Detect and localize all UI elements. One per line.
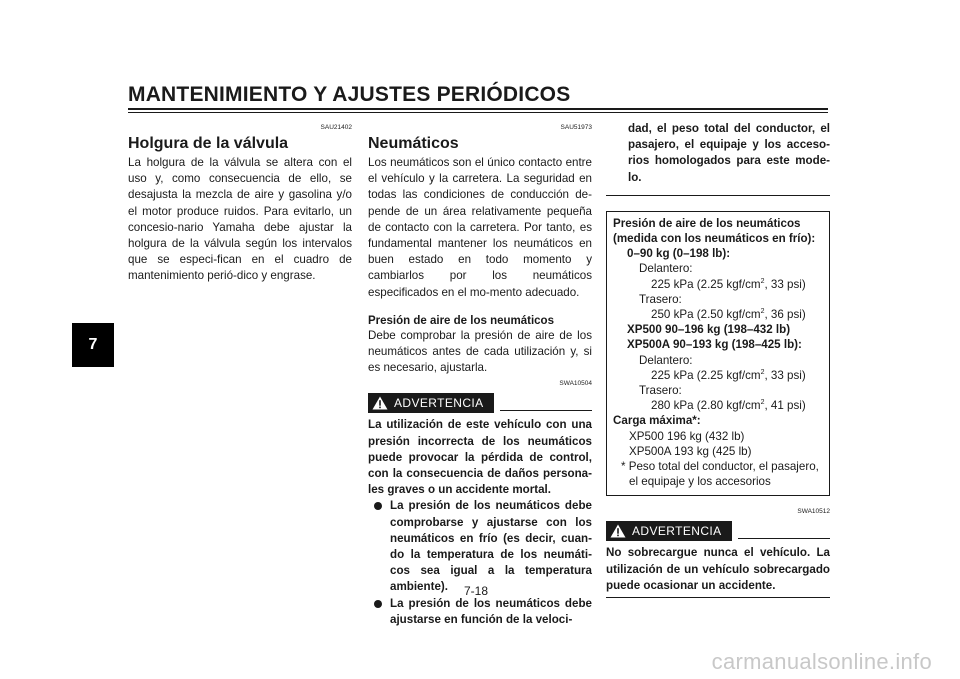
warning-header (368, 391, 592, 417)
section-heading: Holgura de la válvula (128, 135, 289, 152)
warning-rule (500, 410, 592, 411)
warning-badge (368, 393, 494, 413)
spec-rear-value (613, 398, 823, 413)
warning-text: No sobrecargue nunca el vehículo. La utilización de un vehículo sobrecargado puede ocasionar un accidente. (606, 546, 830, 592)
warning-code: SWA10512 (797, 508, 830, 516)
bullet-item (374, 596, 592, 628)
spec-footnote: * Peso total del conductor, el pasajero, (621, 460, 819, 474)
section-body: Los neumáticos son el único contacto entre el vehículo y la carretera. La seguridad en todas las condiciones de conducción de-pende de un área relativamente pequeña de contacto con la carretera. Por tanto, es fundamental mantener los neumáticos en buen estado en todo momento y cambiarlos por los neumáticos especificados en el mo-mento adecuado. (368, 156, 592, 299)
spec-rear-value (613, 307, 823, 322)
spec-load-range: XP500A 90–193 kg (198–425 lb): (627, 338, 802, 352)
column-tires (368, 124, 592, 628)
spec-title-2: (medida con los neumáticos en frío): (613, 232, 816, 246)
spec-max-load-label: Carga máxima*: (613, 414, 701, 428)
warning-header (606, 519, 830, 545)
spec-value-text: , 36 psi) (764, 308, 806, 322)
spec-front-value (613, 277, 823, 292)
spec-max-load: XP500A 193 kg (425 lb) (629, 444, 752, 458)
chapter-tab: 7 (72, 323, 114, 367)
spec-load-range: XP500 90–196 kg (198–432 lb) (627, 323, 791, 337)
spec-value-text: 225 kPa (2.25 kgf/cm (651, 368, 761, 382)
page-number: 7-18 (464, 584, 489, 598)
section-code: SAU21402 (320, 124, 352, 131)
warning-triangle-icon (372, 396, 388, 410)
column-valve-clearance (128, 124, 352, 285)
spec-value-text: , 33 psi) (764, 277, 806, 291)
section-code: SAU51973 (560, 124, 592, 131)
spec-value-sup: 2 (760, 399, 765, 407)
warning-code: SWA10504 (559, 380, 592, 388)
warning-label: ADVERTENCIA (632, 524, 722, 539)
spec-title: Presión de aire de los neumáticos (613, 216, 801, 230)
spec-front-label: Delantero: (639, 262, 693, 276)
bullet-continuation: dad, el peso total del conductor, el pasajero, el equipaje y los acceso-rios homologados para este mode-lo. (628, 122, 830, 184)
section-rule (606, 597, 830, 598)
subsection-heading: Presión de aire de los neumáticos (368, 314, 554, 327)
spec-value-text: , 33 psi) (764, 368, 806, 382)
subsection-body: Debe comprobar la presión de aire de los neumáticos antes de cada utilización y, si es necesario, ajustarla. (368, 328, 592, 375)
spec-value-text: 225 kPa (2.25 kgf/cm (651, 277, 761, 291)
spec-value-sup: 2 (760, 277, 765, 285)
bullet-text: La presión de los neumáticos debe comprobarse y ajustarse con los neumáticos en frío (es decir, cuan-do la temperatura de los neumáti-cos sea igual a la temperatura ambiente). (390, 499, 592, 594)
spec-value-text: 250 kPa (2.50 kgf/cm (651, 308, 761, 322)
spec-front-value (613, 368, 823, 383)
warning-badge (606, 521, 732, 541)
warning-rule (738, 538, 830, 539)
section-body: La holgura de la válvula se altera con el uso y, como consecuencia de ello, se desajusta la mezcla de aire y gasolina y/o el motor produce ruidos. Para evitarlo, un concesio-nario Yamaha debe ajustar la holgura de la válvula según los intervalos que se especi-fican en el cuadro de mantenimiento perió-dico y engrase. (128, 156, 352, 283)
spec-front-label: Delantero: (639, 353, 693, 367)
title-rule-thin (128, 112, 828, 113)
spec-rear-label: Trasero: (639, 292, 682, 306)
bullet-text: La presión de los neumáticos debe ajustarse en función de la veloci- (390, 596, 592, 626)
section-rule (606, 195, 830, 196)
page-title: MANTENIMIENTO Y AJUSTES PERIÓDICOS (128, 83, 571, 106)
spec-value-sup: 2 (760, 368, 765, 376)
spec-box (606, 211, 830, 497)
spec-load-range: 0–90 kg (0–198 lb): (627, 247, 731, 261)
watermark: carmanualsonline.info (711, 649, 932, 674)
warning-text: La utilización de este vehículo con una presión incorrecta de los neumáticos puede provocar la pérdida de control, con la consecuencia de daños persona-les graves o un accidente mortal. (368, 418, 592, 497)
spec-value-text: 280 kPa (2.80 kgf/cm (651, 399, 761, 413)
column-tire-pressure (606, 121, 830, 598)
spec-rear-label: Trasero: (639, 384, 682, 398)
bullet-item (374, 498, 592, 595)
spec-footnote: el equipaje y los accesorios (629, 475, 771, 489)
bullet-icon (374, 600, 382, 608)
spec-value-text: , 41 psi) (764, 399, 806, 413)
title-rule (128, 108, 828, 110)
warning-triangle-icon (610, 524, 626, 538)
spec-max-load: XP500 196 kg (432 lb) (629, 429, 745, 443)
warning-label: ADVERTENCIA (394, 396, 484, 411)
bullet-icon (374, 502, 382, 510)
section-heading: Neumáticos (368, 135, 459, 152)
spec-value-sup: 2 (760, 308, 765, 316)
